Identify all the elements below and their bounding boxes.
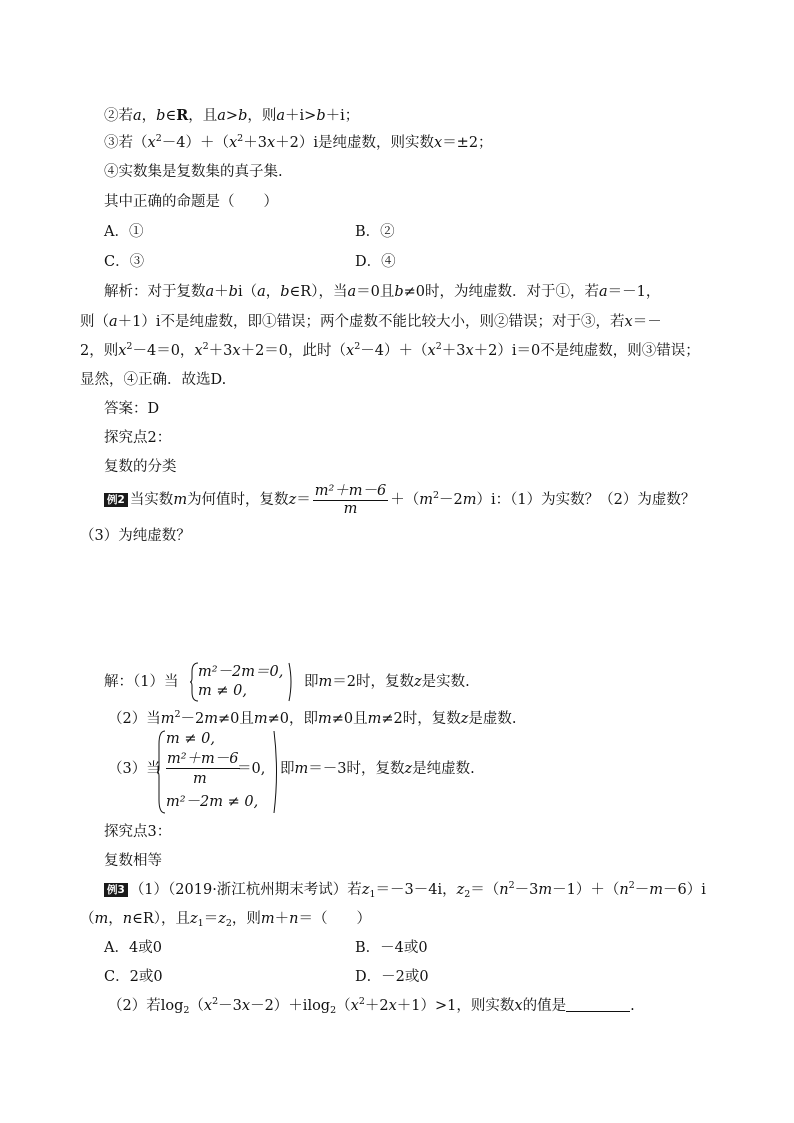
point-3-label: 探究点3： (104, 824, 172, 840)
solution-1-lead: 解：（1）当 (104, 674, 179, 690)
analysis-line-2: 则（a＋1）i不是纯虚数，即①错误；两个虚数不能比较大小，则②错误；对于③，若x＝－ (80, 314, 662, 330)
solution-3-lead: （3）当 (108, 761, 161, 777)
point-2-label: 探究点2： (104, 430, 172, 446)
statement-4: ④实数集是复数集的真子集. (104, 164, 283, 180)
point-3-title: 复数相等 (104, 853, 162, 869)
example-2-line-2: （3）为纯虚数？ (80, 528, 191, 544)
example-2-question: 例2 当实数m为何值时，复数z＝ $\frac{\text{m²＋m－6}}{m}$ $+(m^2-2m)i$：（1）为实数？（2）为虚数？ (104, 482, 695, 518)
example-2-badge: 例2 (104, 493, 128, 507)
ex3-option-d: D．－2或0 (355, 969, 429, 985)
ex3-option-c: C．2或0 (104, 969, 163, 985)
analysis-line-1: 解析：对于复数a＋bi（a，b∈R），当a＝0且b≠0时，为纯虚数．对于①，若a＝－1， (104, 284, 661, 300)
answer-1: 答案：D (104, 401, 160, 417)
example-3-line-2: （m，n∈R），且$z_1=z_2$，则m＋n＝（ ） (80, 911, 371, 929)
solution-2: （2）当$m^2-2m\ne 0$且m≠0，即m≠0且m≠2时，复数z是虚数. (108, 709, 517, 727)
right-bracket-icon (288, 662, 296, 702)
statement-3: ③若$(x^2-4)+(x^2+3x+2)i$是纯虚数，则实数x＝±2； (104, 133, 493, 151)
statement-2: ②若a，b∈R，且a>b，则a＋i>b＋i； (104, 107, 360, 124)
example-3-badge: 例3 (104, 883, 128, 897)
question-prompt: 其中正确的命题是（ ） (104, 194, 278, 210)
example-3-part-2: （2）若$\log_2(x^2-3x-2)+ilog_2(x^2+2x+1)>1$，则实数x的值是 . (108, 996, 635, 1016)
analysis-line-3: 2，则$x^2-4=0$，$x^2+3x+2=0$，此时$(x^2-4)+(x^2+3x+2)i=0$不是纯虚数，则③错误； (80, 341, 700, 359)
equation-system-3: m ≠ 0, m²＋m－6 ＝0, m m²－2m ≠ 0, (157, 730, 287, 814)
solution-1-tail: 即m＝2时，复数z是实数. (304, 674, 470, 690)
analysis-line-4: 显然，④正确．故选D. (80, 372, 227, 388)
solution-3-tail: 即m＝－3时，复数z是纯虚数. (280, 761, 475, 777)
ex3-option-a: A．4或0 (104, 940, 162, 956)
point-2-title: 复数的分类 (104, 459, 177, 475)
option-d: D．④ (355, 254, 396, 270)
example-3-question: 例3 （1）（2019·浙江杭州期末考试）若$z_1=-3-4i$，$z_2=(n^2-3m-1)+(n^2-m-6)i$ (104, 880, 706, 900)
option-a: A．① (104, 224, 144, 240)
ex3-option-b: B．－4或0 (355, 940, 428, 956)
fraction: $\frac{\text{m²＋m－6}}{m}$ (314, 482, 387, 517)
option-b: B．② (355, 224, 395, 240)
answer-blank[interactable] (566, 997, 630, 1012)
equation-system-1: m²－2m＝0, m ≠ 0, (190, 662, 300, 702)
option-c: C．③ (104, 254, 145, 270)
